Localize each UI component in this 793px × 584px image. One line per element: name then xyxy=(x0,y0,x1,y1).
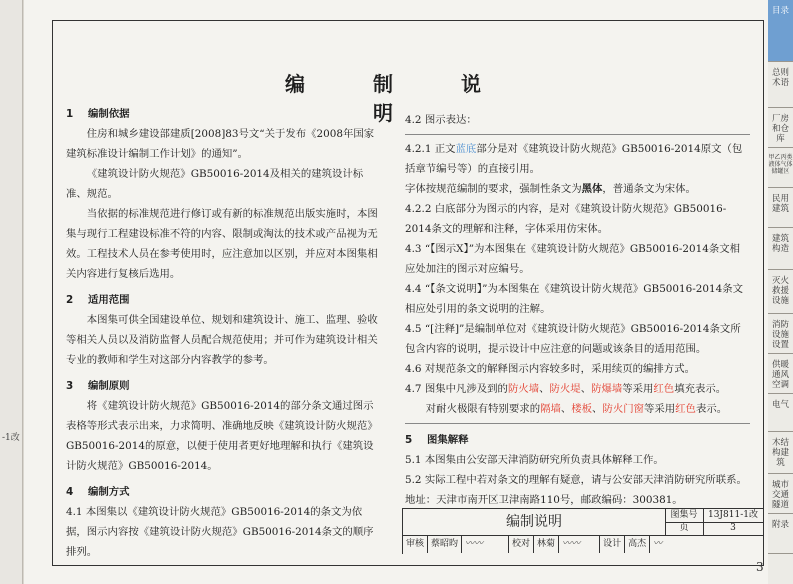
section-heading: 4 编制方式 xyxy=(66,486,130,498)
paragraph: 当依据的标准规范进行修订或有新的标准规范出版实施时，本图集与现行工程建设标准不符的内容、限制或淘汰的技术或产品视为无效。工程技术人员在参考使用时，应注意加以区别，并应对本图集相关内容进行复核后选用。 xyxy=(66,208,378,280)
tab-fire-facilities[interactable]: 消防设施设置 xyxy=(768,314,793,354)
tab-general[interactable]: 总则 术语 xyxy=(768,62,793,108)
checker-name: 林菊 xyxy=(534,535,559,553)
divider xyxy=(405,423,750,424)
tab-contents[interactable]: 目录 xyxy=(768,0,793,62)
page-label: 页 xyxy=(665,522,704,536)
reviewer-name: 蔡昭昀 xyxy=(428,535,462,553)
check-label: 校对 xyxy=(509,535,534,553)
left-column xyxy=(66,98,381,562)
designer-signature: 〰 xyxy=(653,539,663,549)
page-number: 3 xyxy=(756,560,764,574)
paragraph: 4.3 “【图示X】”为本图集在《建筑设计防火规范》GB50016-2014条文相应处加注的图示对应编号。 xyxy=(405,243,740,275)
paragraph: 将《建筑设计防火规范》GB50016-2014的部分条文通过图示表格等形式表示出来，力求简明、准确地反映《建筑设计防火规范》GB50016-2014的原意，以便于使用者更好地理解和执行《建筑设计防火规范》GB50016-2014。 xyxy=(66,400,378,472)
section-heading: 2 适用范围 xyxy=(66,294,130,306)
paragraph: 4.2.1 正文蓝底部分是对《建筑设计防火规范》GB50016-2014原文（包括章节编号等）的直接引用。 xyxy=(405,143,743,175)
designer-name: 高杰 xyxy=(625,535,650,553)
tab-tank-area[interactable]: 甲乙丙类液体气体储罐区 xyxy=(768,148,793,188)
paragraph: 4.2 图示表达： xyxy=(405,114,477,126)
right-column xyxy=(405,110,750,510)
approval-row xyxy=(403,535,763,553)
reviewer-signature: 〰〰 xyxy=(462,535,509,553)
paragraph: 4.2.2 白底部分为图示的内容，是对《建筑设计防火规范》GB50016-2014条文的理解和注释，字体采用仿宋体。 xyxy=(405,203,727,235)
atlas-no: 13J811-1改 xyxy=(703,509,764,523)
paragraph: 4.7 图集中凡涉及到的防火墙、防火堤、防爆墙等采用红色填充表示。 xyxy=(405,383,727,395)
paragraph: 4.5 “[注释]”是编制单位对《建筑设计防火规范》GB50016-2014条文所包含内容的说明，提示设计中应注意的问题或该条目的适用范围。 xyxy=(405,323,741,355)
title-block xyxy=(402,508,764,554)
tab-electrical[interactable]: 电气 xyxy=(768,394,793,432)
drawing-name: 编制说明 xyxy=(403,509,666,536)
previous-page-label: -1改 xyxy=(2,433,20,443)
section-heading: 1 编制依据 xyxy=(66,108,130,120)
tab-timber[interactable]: 木结构建筑 xyxy=(768,432,793,474)
section-heading: 5 图集解释 xyxy=(405,434,469,446)
page-value: 3 xyxy=(703,522,764,536)
paragraph: 住房和城乡建设部建质[2008]83号文“关于发布《2008年国家建筑标准设计编制工作计划》的通知”。 xyxy=(66,128,375,160)
divider xyxy=(405,134,750,135)
tab-hvac[interactable]: 供暖通风空调 xyxy=(768,354,793,394)
chapter-tabs xyxy=(768,0,793,584)
bold-term: 黑体 xyxy=(581,183,603,195)
paragraph: 5.1 本图集由公安部天津消防研究所负责具体解释工作。 xyxy=(405,454,664,466)
paragraph: 5.2 实际工程中若对条文的理解有疑意，请与公安部天津消防研究所联系。地址：天津市南开区卫津南路110号，邮政编码：300381。 xyxy=(405,474,747,506)
paragraph: 本图集可供全国建设单位、规划和建筑设计、施工、监理、验收等相关人员以及消防监督人员配合规范使用；并可作为建筑设计相关专业的教师和学生对这部分内容教学的参考。 xyxy=(66,314,378,366)
review-label: 审核 xyxy=(403,535,428,553)
atlas-no-label: 图集号 xyxy=(665,509,704,523)
previous-page-edge xyxy=(0,0,23,584)
page-title: 编 制 说 明 xyxy=(285,72,549,125)
section-heading: 3 编制原则 xyxy=(66,380,130,392)
paragraph: 4.1 本图集以《建筑设计防火规范》GB50016-2014的条文为依据，图示内容按《建筑设计防火规范》GB50016-2014条文的顺序排列。 xyxy=(66,506,374,558)
paragraph: 对耐火极限有特别要求的隔墙、楼板、防火门窗等采用红色表示。 xyxy=(425,403,728,415)
paragraph: 4.6 对规范条文的解释图示内容较多时，采用续页的编排方式。 xyxy=(405,363,695,375)
design-label: 设计 xyxy=(600,535,625,553)
tab-rescue[interactable]: 灭火救援设施 xyxy=(768,270,793,314)
tab-factory-warehouse[interactable]: 厂房 和仓库 xyxy=(768,108,793,148)
blue-highlight: 蓝底 xyxy=(455,143,477,155)
paragraph: 字体按规范编制的要求，强制性条文为黑体，普通条文为宋体。 xyxy=(405,183,696,195)
paragraph: 《建筑设计防火规范》GB50016-2014及相关的建筑设计标准、规范。 xyxy=(66,168,364,200)
checker-signature: 〰〰 xyxy=(559,535,600,553)
tab-appendix[interactable]: 附录 xyxy=(768,514,793,554)
paragraph: 4.4 “【条文说明】”为本图集在《建筑设计防火规范》GB50016-2014条文相应处引用的条文说明的注解。 xyxy=(405,283,743,315)
tab-tunnel[interactable]: 城市交通隧道 xyxy=(768,474,793,514)
tab-civil-buildings[interactable]: 民用建筑 xyxy=(768,188,793,228)
tab-construction[interactable]: 建筑构造 xyxy=(768,228,793,270)
